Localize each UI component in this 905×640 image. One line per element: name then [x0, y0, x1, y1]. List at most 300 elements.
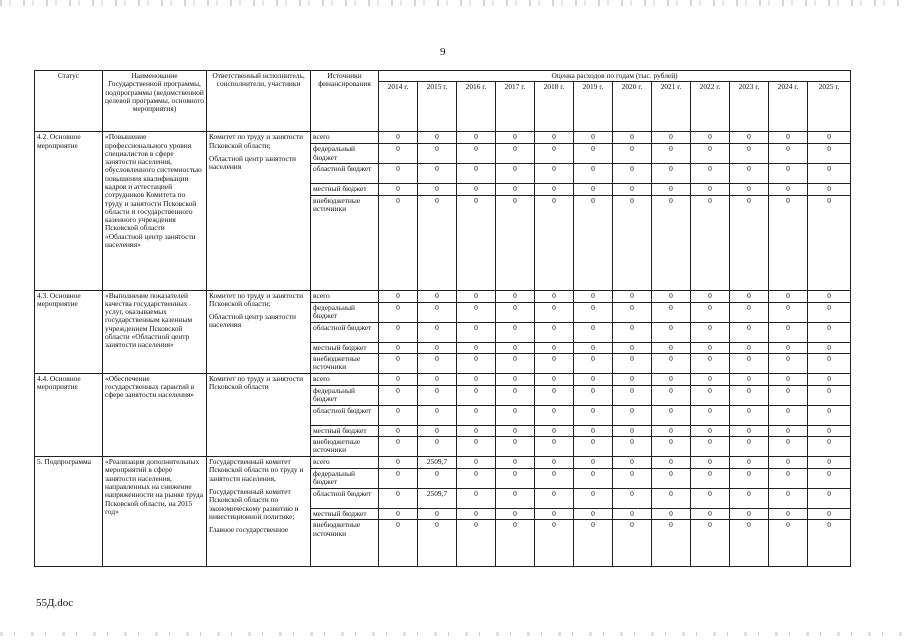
value-cell: 0 [730, 437, 769, 457]
value-cell: 0 [574, 164, 613, 184]
header-year: 2018 г. [535, 82, 574, 132]
funding-source-cell: федеральный бюджет [311, 469, 379, 489]
value-cell: 0 [574, 520, 613, 567]
funding-source-cell: местный бюджет [311, 425, 379, 436]
value-cell: 0 [808, 437, 851, 457]
value-cell: 0 [535, 457, 574, 469]
program-name-cell: «Выполнение показателей качества государственных услуг, оказываемых государственным казенным учреждением Псковской области «Областной центр занятости населения» [103, 290, 207, 373]
value-cell: 0 [652, 489, 691, 509]
value-cell: 0 [769, 520, 808, 567]
value-cell: 0 [496, 132, 535, 144]
value-cell: 0 [379, 489, 418, 509]
value-cell: 0 [574, 184, 613, 195]
responsible-entry: Областной центр занятости населения [209, 153, 296, 172]
value-cell: 0 [379, 164, 418, 184]
value-cell: 0 [691, 520, 730, 567]
value-cell: 0 [691, 342, 730, 353]
value-cell: 0 [613, 489, 652, 509]
value-cell: 0 [652, 144, 691, 164]
value-cell: 0 [457, 469, 496, 489]
value-cell: 0 [457, 132, 496, 144]
value-cell: 0 [535, 164, 574, 184]
value-cell: 0 [457, 290, 496, 302]
value-cell: 0 [574, 302, 613, 322]
value-cell: 2509,7 [418, 489, 457, 509]
value-cell: 0 [457, 385, 496, 405]
funding-source-cell: всего [311, 457, 379, 469]
value-cell: 0 [769, 184, 808, 195]
value-cell: 0 [379, 302, 418, 322]
value-cell: 0 [418, 353, 457, 373]
value-cell: 0 [574, 144, 613, 164]
funding-source-cell: местный бюджет [311, 184, 379, 195]
value-cell: 0 [535, 144, 574, 164]
funding-source-cell: областной бюджет [311, 164, 379, 184]
value-cell: 0 [808, 489, 851, 509]
value-cell: 0 [808, 290, 851, 302]
value-cell: 0 [574, 425, 613, 436]
value-cell: 0 [769, 144, 808, 164]
status-cell: 5. Подпрограмма [35, 457, 103, 567]
value-cell: 0 [496, 425, 535, 436]
value-cell: 0 [613, 437, 652, 457]
value-cell: 0 [496, 520, 535, 567]
value-cell: 0 [496, 457, 535, 469]
value-cell: 0 [379, 437, 418, 457]
responsible-entry: Главное государственное [209, 525, 289, 535]
value-cell: 0 [691, 385, 730, 405]
value-cell: 0 [730, 385, 769, 405]
value-cell: 0 [379, 425, 418, 436]
value-cell: 0 [730, 405, 769, 425]
value-cell: 0 [574, 509, 613, 520]
responsible-entry: Государственный комитет Псковской области по труду и занятости населения, [209, 457, 304, 483]
value-cell: 0 [418, 469, 457, 489]
value-cell: 0 [574, 342, 613, 353]
value-cell: 0 [769, 132, 808, 144]
value-cell: 0 [574, 132, 613, 144]
value-cell: 0 [613, 144, 652, 164]
table-body [35, 132, 851, 567]
funding-source-cell: федеральный бюджет [311, 144, 379, 164]
responsible-entry: Государственный комитет Псковской области по экономическому развитию и инвестиционной политике; [209, 486, 299, 521]
value-cell: 0 [613, 425, 652, 436]
value-cell: 0 [418, 290, 457, 302]
value-cell: 0 [574, 405, 613, 425]
scan-artifact-bottom [0, 632, 905, 636]
value-cell: 0 [691, 322, 730, 342]
value-cell: 0 [418, 195, 457, 290]
value-cell: 0 [496, 373, 535, 385]
value-cell: 0 [769, 302, 808, 322]
value-cell: 0 [535, 302, 574, 322]
value-cell: 0 [691, 353, 730, 373]
value-cell: 0 [769, 457, 808, 469]
value-cell: 0 [652, 520, 691, 567]
value-cell: 0 [652, 437, 691, 457]
footer-filename: 55Д.doc [36, 597, 74, 609]
header-status: Статус [35, 71, 103, 132]
value-cell: 0 [379, 457, 418, 469]
value-cell: 0 [691, 509, 730, 520]
value-cell: 0 [535, 195, 574, 290]
value-cell: 0 [379, 132, 418, 144]
value-cell: 0 [691, 469, 730, 489]
value-cell: 0 [613, 195, 652, 290]
value-cell: 0 [769, 405, 808, 425]
value-cell: 0 [535, 184, 574, 195]
value-cell: 0 [613, 184, 652, 195]
value-cell: 0 [574, 385, 613, 405]
value-cell: 0 [730, 509, 769, 520]
value-cell: 0 [730, 164, 769, 184]
value-cell: 0 [496, 342, 535, 353]
value-cell: 0 [730, 489, 769, 509]
value-cell: 0 [652, 457, 691, 469]
value-cell: 0 [457, 342, 496, 353]
value-cell: 0 [730, 302, 769, 322]
value-cell: 0 [691, 373, 730, 385]
scan-artifact-top [0, 0, 905, 6]
value-cell: 0 [613, 469, 652, 489]
value-cell: 0 [535, 469, 574, 489]
value-cell: 0 [535, 342, 574, 353]
value-cell: 0 [730, 290, 769, 302]
funding-source-cell: внебюджетные источники [311, 353, 379, 373]
value-cell: 0 [574, 437, 613, 457]
funding-source-cell: областной бюджет [311, 322, 379, 342]
value-cell: 0 [496, 469, 535, 489]
value-cell: 0 [418, 184, 457, 195]
value-cell: 0 [652, 164, 691, 184]
value-cell: 0 [652, 195, 691, 290]
value-cell: 0 [808, 520, 851, 567]
value-cell: 0 [418, 373, 457, 385]
header-responsible: Ответственный исполнитель, соисполнители, участники [207, 71, 311, 132]
value-cell: 0 [613, 385, 652, 405]
value-cell: 0 [691, 302, 730, 322]
value-cell: 0 [379, 342, 418, 353]
value-cell: 0 [457, 184, 496, 195]
value-cell: 0 [730, 373, 769, 385]
value-cell: 0 [613, 322, 652, 342]
value-cell: 0 [535, 353, 574, 373]
value-cell: 0 [652, 342, 691, 353]
program-name-cell: «Обеспечение государственных гарантий в сфере занятости населения» [103, 373, 207, 456]
value-cell: 0 [769, 425, 808, 436]
value-cell: 0 [457, 489, 496, 509]
value-cell: 0 [535, 290, 574, 302]
value-cell: 0 [457, 195, 496, 290]
table-row [35, 290, 851, 302]
value-cell: 0 [418, 520, 457, 567]
value-cell: 0 [808, 164, 851, 184]
value-cell: 0 [769, 385, 808, 405]
value-cell: 0 [418, 164, 457, 184]
expenditure-table [34, 70, 851, 567]
value-cell: 0 [691, 457, 730, 469]
value-cell: 0 [613, 353, 652, 373]
value-cell: 0 [613, 520, 652, 567]
value-cell: 0 [652, 405, 691, 425]
header-year: 2024 г. [769, 82, 808, 132]
value-cell: 0 [652, 385, 691, 405]
value-cell: 2509,7 [418, 457, 457, 469]
value-cell: 0 [496, 164, 535, 184]
value-cell: 0 [691, 144, 730, 164]
value-cell: 0 [496, 184, 535, 195]
value-cell: 0 [379, 144, 418, 164]
value-cell: 0 [730, 469, 769, 489]
header-year: 2020 г. [613, 82, 652, 132]
value-cell: 0 [769, 353, 808, 373]
responsible-cell [207, 290, 311, 373]
page-number: 9 [440, 46, 446, 58]
value-cell: 0 [808, 353, 851, 373]
responsible-entry: Комитет по труду и занятости Псковской области; [209, 290, 304, 308]
funding-source-cell: всего [311, 373, 379, 385]
value-cell: 0 [574, 353, 613, 373]
value-cell: 0 [769, 164, 808, 184]
value-cell: 0 [730, 342, 769, 353]
value-cell: 0 [652, 373, 691, 385]
responsible-entry: Комитет по труду и занятости Псковской области [209, 373, 304, 392]
value-cell: 0 [808, 132, 851, 144]
value-cell: 0 [535, 520, 574, 567]
value-cell: 0 [769, 489, 808, 509]
value-cell: 0 [535, 489, 574, 509]
value-cell: 0 [418, 405, 457, 425]
value-cell: 0 [613, 405, 652, 425]
responsible-cell [207, 132, 311, 290]
value-cell: 0 [457, 425, 496, 436]
value-cell: 0 [769, 437, 808, 457]
value-cell: 0 [691, 184, 730, 195]
value-cell: 0 [613, 509, 652, 520]
value-cell: 0 [652, 290, 691, 302]
value-cell: 0 [808, 385, 851, 405]
value-cell: 0 [457, 509, 496, 520]
status-cell: 4.2. Основное мероприятие [35, 132, 103, 290]
value-cell: 0 [496, 405, 535, 425]
value-cell: 0 [457, 322, 496, 342]
value-cell: 0 [418, 437, 457, 457]
value-cell: 0 [496, 195, 535, 290]
header-year: 2014 г. [379, 82, 418, 132]
responsible-cell [207, 457, 311, 567]
value-cell: 0 [496, 353, 535, 373]
value-cell: 0 [457, 164, 496, 184]
funding-source-cell: местный бюджет [311, 342, 379, 353]
value-cell: 0 [496, 489, 535, 509]
value-cell: 0 [574, 195, 613, 290]
value-cell: 0 [535, 132, 574, 144]
responsible-entry: Комитет по труду и занятости Псковской области; [209, 132, 304, 150]
funding-source-cell: областной бюджет [311, 405, 379, 425]
responsible-cell [207, 373, 311, 456]
value-cell: 0 [652, 302, 691, 322]
value-cell: 0 [769, 290, 808, 302]
value-cell: 0 [691, 489, 730, 509]
value-cell: 0 [730, 184, 769, 195]
value-cell: 0 [535, 437, 574, 457]
value-cell: 0 [691, 425, 730, 436]
funding-source-cell: федеральный бюджет [311, 302, 379, 322]
value-cell: 0 [769, 322, 808, 342]
header-year: 2015 г. [418, 82, 457, 132]
value-cell: 0 [652, 469, 691, 489]
value-cell: 0 [535, 425, 574, 436]
value-cell: 0 [808, 342, 851, 353]
value-cell: 0 [379, 184, 418, 195]
header-estimate: Оценка расходов по годам (тыс. рублей) [379, 71, 851, 82]
value-cell: 0 [418, 385, 457, 405]
table-row [35, 457, 851, 469]
value-cell: 0 [808, 425, 851, 436]
value-cell: 0 [535, 385, 574, 405]
value-cell: 0 [613, 373, 652, 385]
value-cell: 0 [769, 469, 808, 489]
value-cell: 0 [808, 322, 851, 342]
value-cell: 0 [457, 373, 496, 385]
table-row [35, 132, 851, 144]
value-cell: 0 [535, 373, 574, 385]
value-cell: 0 [652, 425, 691, 436]
header-sources: Источники финансирования [311, 71, 379, 132]
value-cell: 0 [457, 405, 496, 425]
value-cell: 0 [457, 520, 496, 567]
program-name-cell: «Повышение профессионального уровня специалистов в сфере занятости населения, обусловленного системностью повышения квалификации кадров и аттестацией сотрудников Комитета по труду и занятости Псковской области и государственного казенного учреждения Псковской области «Областной центр занятости населения» [103, 132, 207, 290]
value-cell: 0 [496, 302, 535, 322]
value-cell: 0 [457, 302, 496, 322]
funding-source-cell: всего [311, 290, 379, 302]
value-cell: 0 [379, 290, 418, 302]
value-cell: 0 [730, 520, 769, 567]
value-cell: 0 [418, 509, 457, 520]
header-year: 2021 г. [652, 82, 691, 132]
funding-source-cell: всего [311, 132, 379, 144]
header-year: 2025 г. [808, 82, 851, 132]
value-cell: 0 [574, 290, 613, 302]
value-cell: 0 [379, 353, 418, 373]
value-cell: 0 [730, 457, 769, 469]
value-cell: 0 [769, 373, 808, 385]
header-year: 2019 г. [574, 82, 613, 132]
value-cell: 0 [496, 290, 535, 302]
value-cell: 0 [730, 425, 769, 436]
value-cell: 0 [418, 322, 457, 342]
value-cell: 0 [691, 195, 730, 290]
value-cell: 0 [379, 385, 418, 405]
value-cell: 0 [457, 353, 496, 373]
value-cell: 0 [379, 195, 418, 290]
value-cell: 0 [496, 144, 535, 164]
value-cell: 0 [769, 342, 808, 353]
value-cell: 0 [379, 322, 418, 342]
value-cell: 0 [769, 509, 808, 520]
value-cell: 0 [808, 302, 851, 322]
value-cell: 0 [535, 322, 574, 342]
value-cell: 0 [691, 164, 730, 184]
value-cell: 0 [730, 132, 769, 144]
value-cell: 0 [808, 373, 851, 385]
value-cell: 0 [496, 322, 535, 342]
value-cell: 0 [769, 195, 808, 290]
value-cell: 0 [691, 290, 730, 302]
responsible-entry: Областной центр занятости населения [209, 312, 296, 330]
funding-source-cell: внебюджетные источники [311, 195, 379, 290]
funding-source-cell: внебюджетные источники [311, 437, 379, 457]
value-cell: 0 [691, 405, 730, 425]
value-cell: 0 [652, 132, 691, 144]
value-cell: 0 [652, 322, 691, 342]
value-cell: 0 [652, 184, 691, 195]
value-cell: 0 [613, 164, 652, 184]
value-cell: 0 [613, 132, 652, 144]
value-cell: 0 [574, 457, 613, 469]
status-cell: 4.4. Основное мероприятие [35, 373, 103, 456]
value-cell: 0 [808, 144, 851, 164]
header-year: 2022 г. [691, 82, 730, 132]
value-cell: 0 [574, 469, 613, 489]
header-name: Наименование Государственной программы, подпрограммы (ведомственной целевой программы, основного мероприятия) [103, 71, 207, 132]
value-cell: 0 [613, 290, 652, 302]
value-cell: 0 [808, 195, 851, 290]
value-cell: 0 [730, 322, 769, 342]
funding-source-cell: внебюджетные источники [311, 520, 379, 567]
value-cell: 0 [808, 405, 851, 425]
value-cell: 0 [613, 342, 652, 353]
value-cell: 0 [418, 302, 457, 322]
value-cell: 0 [808, 184, 851, 195]
value-cell: 0 [496, 437, 535, 457]
program-name-cell: «Реализация дополнительных мероприятий в сфере занятости населения, направленных на снижение напряженности на рынке труда Псковской области, на 2015 год» [103, 457, 207, 567]
value-cell: 0 [379, 469, 418, 489]
header-year: 2023 г. [730, 82, 769, 132]
value-cell: 0 [457, 457, 496, 469]
value-cell: 0 [808, 457, 851, 469]
value-cell: 0 [535, 405, 574, 425]
header-year: 2017 г. [496, 82, 535, 132]
value-cell: 0 [418, 132, 457, 144]
value-cell: 0 [730, 195, 769, 290]
value-cell: 0 [730, 144, 769, 164]
value-cell: 0 [808, 509, 851, 520]
value-cell: 0 [496, 385, 535, 405]
value-cell: 0 [418, 342, 457, 353]
status-cell: 4.3. Основное мероприятие [35, 290, 103, 373]
value-cell: 0 [613, 457, 652, 469]
funding-source-cell: федеральный бюджет [311, 385, 379, 405]
value-cell: 0 [418, 425, 457, 436]
value-cell: 0 [652, 509, 691, 520]
value-cell: 0 [730, 353, 769, 373]
value-cell: 0 [379, 509, 418, 520]
value-cell: 0 [379, 405, 418, 425]
table-row [35, 373, 851, 385]
value-cell: 0 [613, 302, 652, 322]
value-cell: 0 [457, 144, 496, 164]
value-cell: 0 [379, 373, 418, 385]
value-cell: 0 [535, 509, 574, 520]
funding-source-cell: областной бюджет [311, 489, 379, 509]
value-cell: 0 [691, 437, 730, 457]
header-year: 2016 г. [457, 82, 496, 132]
funding-source-cell: местный бюджет [311, 509, 379, 520]
value-cell: 0 [457, 437, 496, 457]
value-cell: 0 [418, 144, 457, 164]
value-cell: 0 [574, 322, 613, 342]
